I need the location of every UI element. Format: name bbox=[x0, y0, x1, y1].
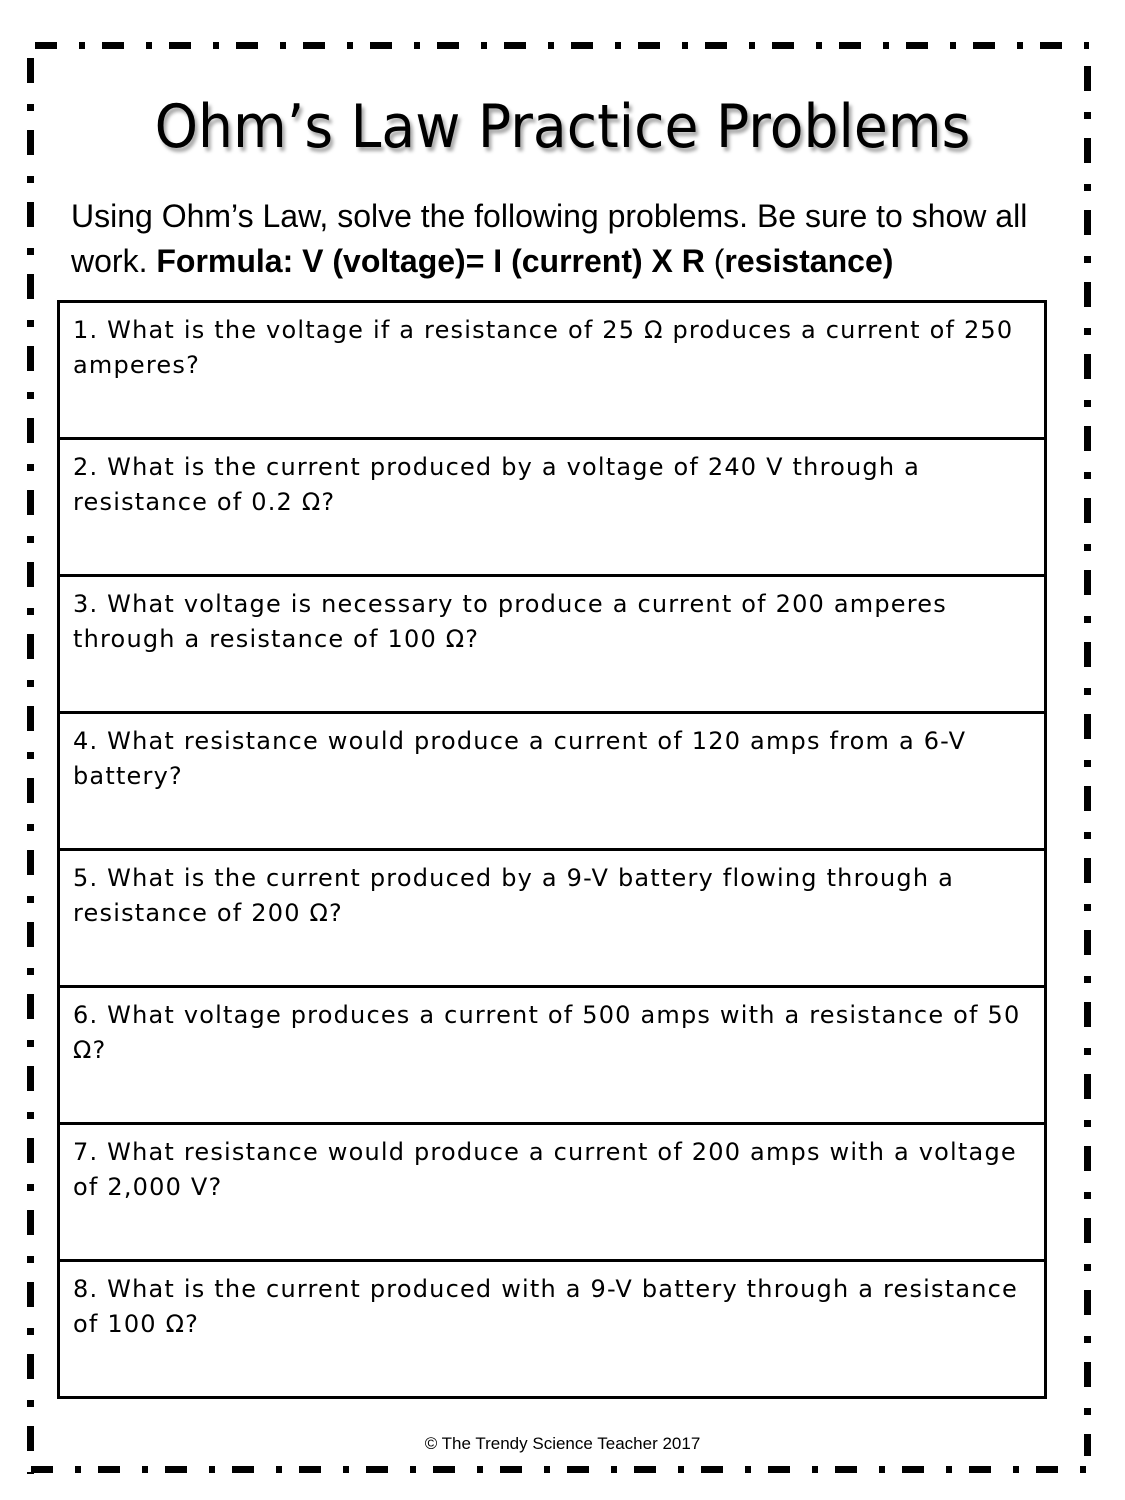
copyright-footer: © The Trendy Science Teacher 2017 bbox=[424, 1434, 701, 1453]
formula-label: Formula: bbox=[156, 243, 294, 279]
question-1[interactable] bbox=[60, 303, 1044, 440]
question-8[interactable] bbox=[60, 1262, 1044, 1396]
formula-paren: ( bbox=[713, 243, 725, 279]
decorative-border-bottom bbox=[31, 1466, 1089, 1473]
question-number: 1. bbox=[73, 316, 99, 344]
question-6[interactable] bbox=[60, 988, 1044, 1125]
question-number: 4. bbox=[73, 727, 99, 755]
question-3[interactable] bbox=[60, 577, 1044, 714]
instructions-text: Using Ohm’s Law, solve the following problems. Be sure to show all work. bbox=[71, 198, 1028, 279]
question-text: What voltage is necessary to produce a current of 200 amperes through a resistance of 100 Ω? bbox=[73, 590, 947, 653]
question-7[interactable] bbox=[60, 1125, 1044, 1262]
question-text: What resistance would produce a current of 200 amps with a voltage of 2,000 V? bbox=[73, 1138, 1017, 1201]
formula-resistance: resistance) bbox=[724, 243, 894, 279]
question-text: What is the voltage if a resistance of 25 Ω produces a current of 250 amperes? bbox=[73, 316, 1014, 379]
question-text: What is the current produced by a voltage of 240 V through a resistance of 0.2 Ω? bbox=[73, 453, 920, 516]
question-number: 8. bbox=[73, 1275, 99, 1303]
question-text: What is the current produced by a 9-V battery flowing through a resistance of 200 Ω? bbox=[73, 864, 955, 927]
question-number: 3. bbox=[73, 590, 99, 618]
question-number: 5. bbox=[73, 864, 99, 892]
question-number: 6. bbox=[73, 1001, 99, 1029]
decorative-border-left bbox=[27, 58, 34, 1474]
question-text: What voltage produces a current of 500 amps with a resistance of 50 Ω? bbox=[73, 1001, 1021, 1064]
formula-expression: V (voltage)= I (current) X R bbox=[302, 243, 705, 279]
question-2[interactable] bbox=[60, 440, 1044, 577]
decorative-border-right bbox=[1084, 66, 1091, 1456]
question-4[interactable] bbox=[60, 714, 1044, 851]
questions-table bbox=[57, 300, 1047, 1399]
question-number: 7. bbox=[73, 1138, 99, 1166]
question-number: 2. bbox=[73, 453, 99, 481]
question-text: What is the current produced with a 9-V battery through a resistance of 100 Ω? bbox=[73, 1275, 1019, 1338]
page-title: Ohm’s Law Practice Problems bbox=[154, 92, 971, 162]
question-text: What resistance would produce a current of 120 amps from a 6-V battery? bbox=[73, 727, 967, 790]
question-5[interactable] bbox=[60, 851, 1044, 988]
decorative-border-top bbox=[35, 42, 1089, 49]
instructions bbox=[71, 194, 1061, 284]
